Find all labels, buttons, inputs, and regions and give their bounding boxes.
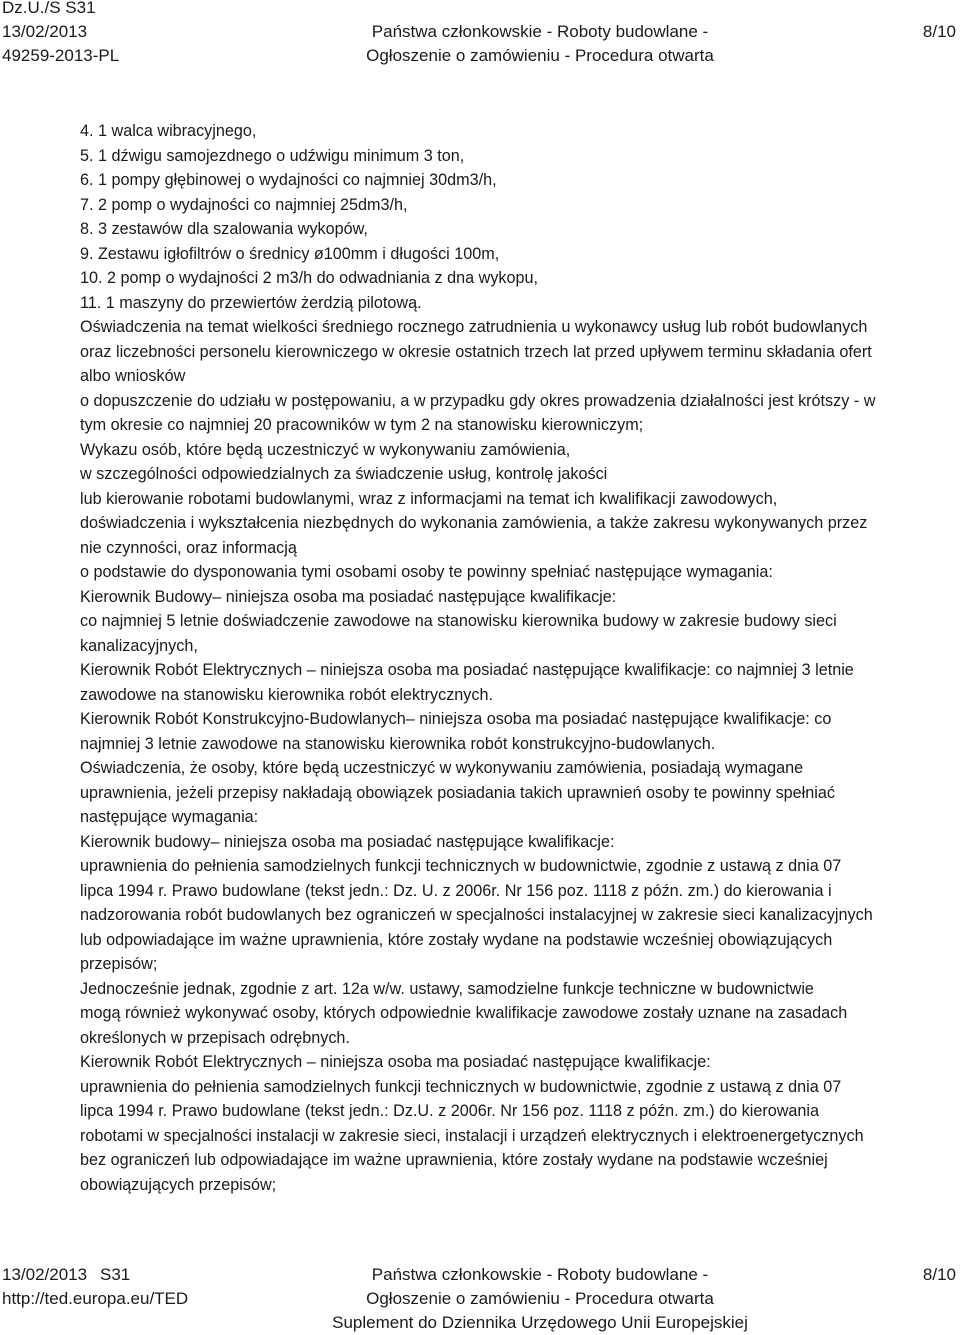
footer-title-line2: Ogłoszenie o zamówieniu - Procedura otwarta [366,1289,714,1308]
body-line: mogą również wykonywać osoby, których odpowiednie kwalifikacje zawodowe zostały uznane na zasadach [80,1004,848,1022]
body-line: 8. 3 zestawów dla szalowania wykopów, [80,220,368,238]
body-line: Kierownik Robót Konstrukcyjno-Budowlanych– niniejsza osoba ma posiadać następujące kwalifikacje: co [80,710,832,728]
body-line: Oświadczenia na temat wielkości średniego rocznego zatrudnienia u wykonawcy usług lub robót budowlanych [80,318,868,336]
body-line: o dopuszczenie do udziału w postępowaniu, a w przypadku gdy okres prowadzenia działalności jest krótszy - w [80,391,876,410]
body-line: Kierownik Robót Elektrycznych – niniejsza osoba ma posiadać następujące kwalifikacje: co najmniej 3 letnie [80,661,854,679]
body-line: oraz liczebności personelu kierowniczego w okresie ostatnich trzech lat przed upływem terminu składania ofert [80,342,872,361]
body-line: lipca 1994 r. Prawo budowlane (tekst jedn.: Dz. U. z 2006r. Nr 156 poz. 1118 z późn. zm.) do kierowania i [80,881,832,900]
header-date: 13/02/2013 [2,22,88,41]
running-title: Dz.U./S S31 [2,0,96,17]
header-title-line2: Ogłoszenie o zamówieniu - Procedura otwarta [366,46,714,65]
document-body [80,119,950,1197]
body-line: 4. 1 walca wibracyjnego, [80,122,257,140]
body-line: 9. Zestawu igłofiltrów o średnicy ø100mm i długości 100m, [80,244,500,263]
footer-title-block [300,1263,780,1335]
footer-left-block [2,1263,188,1311]
body-line: 7. 2 pomp o wydajności co najmniej 25dm3/h, [80,195,408,214]
body-line: Jednocześnie jednak, zgodnie z art. 12a w/w. ustawy, samodzielne funkcje techniczne w budownictwie [80,979,814,998]
footer-url[interactable]: http://ted.europa.eu/TED [2,1289,189,1308]
body-line: w szczególności odpowiedzialnych za świadczenie usług, kontrolę jakości [80,465,608,483]
page-header [0,0,960,70]
body-line: zawodowe na stanowisku kierownika robót elektrycznych. [80,685,493,704]
body-line: uprawnienia do pełnienia samodzielnych funkcji technicznych w budownictwie, zgodnie z ustawą z dnia 07 [80,1077,842,1096]
body-line: albo wniosków [80,367,186,385]
body-line: uprawnienia do pełnienia samodzielnych funkcji technicznych w budownictwie, zgodnie z ustawą z dnia 07 [80,857,842,875]
body-line: Kierownik Robót Elektrycznych – niniejsza osoba ma posiadać następujące kwalifikacje: [80,1053,711,1071]
body-line: Kierownik budowy– niniejsza osoba ma posiadać następujące kwalifikacje: [80,832,615,851]
body-line: robotami w specjalności instalacji w zakresie sieci, instalacji i urządzeń elektrycznych i elektroenergetycznych [80,1126,864,1145]
body-line: Oświadczenia, że osoby, które będą uczestniczyć w wykonywaniu zamówienia, posiadają wymagane [80,759,804,777]
body-line: lub odpowiadające im ważne uprawnienia, które zostały wydane na podstawie wcześniej obowiązujących [80,930,833,949]
body-line: 6. 1 pompy głębinowej o wydajności co najmniej 30dm3/h, [80,171,497,189]
body-line: następujące wymagania: [80,808,259,826]
footer-page-number: 8/10 [922,1265,956,1284]
body-line: 5. 1 dźwigu samojezdnego o udźwigu minimum 3 ton, [80,146,465,165]
body-line: najmniej 3 letnie zawodowe na stanowisku kierownika robót konstrukcyjno-budowlanych. [80,734,716,753]
body-line: co najmniej 5 letnie doświadczenie zawodowe na stanowisku kierownika budowy w zakresie budowy sieci [80,612,837,630]
body-line: lipca 1994 r. Prawo budowlane (tekst jedn.: Dz.U. z 2006r. Nr 156 poz. 1118 z późn. zm.) do kierowania [80,1102,820,1120]
header-title-line1: Państwa członkowskie - Roboty budowlane - [371,22,709,41]
body-line: kanalizacyjnych, [80,636,198,655]
body-line: lub kierowanie robotami budowlanymi, wraz z informacjami na temat ich kwalifikacji zawodowych, [80,489,778,508]
footer-date: 13/02/2013 [2,1265,88,1284]
body-line: tym okresie co najmniej 20 pracowników w tym 2 na stanowisku kierowniczym; [80,416,644,434]
header-left-block [2,20,119,68]
body-line: nie czynności, oraz informacją [80,538,297,557]
footer-series: S31 [100,1265,131,1284]
body-line: obowiązujących przepisów; [80,1175,277,1194]
body-line: uprawnienia, jeżeli przepisy nakładają obowiązek posiadania takich uprawnień osoby te powinny spełniać [80,783,835,802]
body-line: przepisów; [80,955,158,973]
body-line: Wykazu osób, które będą uczestniczyć w wykonywaniu zamówienia, [80,440,571,459]
body-line: o podstawie do dysponowania tymi osobami osoby te powinny spełniać następujące wymagania: [80,563,773,581]
page-footer [0,1263,960,1334]
body-line: 10. 2 pomp o wydajności 2 m3/h do odwadniania z dna wykopu, [80,269,539,287]
header-title-block [350,20,730,68]
body-line: Kierownik Budowy– niniejsza osoba ma posiadać następujące kwalifikacje: [80,587,617,606]
footer-title-line1: Państwa członkowskie - Roboty budowlane - [371,1265,709,1284]
body-line: doświadczenia i wykształcenia niezbędnych do wykonania zamówienia, a także zakresu wykonywanych przez [80,514,868,532]
body-line: bez ograniczeń lub odpowiadające im ważne uprawnienia, które zostały wydane na podstawie wcześniej [80,1151,828,1169]
body-line: określonych w przepisach odrębnych. [80,1028,350,1047]
body-line: 11. 1 maszyny do przewiertów żerdzią pilotową. [80,293,422,312]
header-doc-id: 49259-2013-PL [2,46,120,65]
header-page-number: 8/10 [922,22,956,41]
body-line: nadzorowania robót budowlanych bez ograniczeń w specjalności instalacyjnej w zakresie sieci kanalizacyjnych [80,906,873,924]
footer-title-line3: Suplement do Dziennika Urzędowego Unii Europejskiej [332,1313,748,1332]
